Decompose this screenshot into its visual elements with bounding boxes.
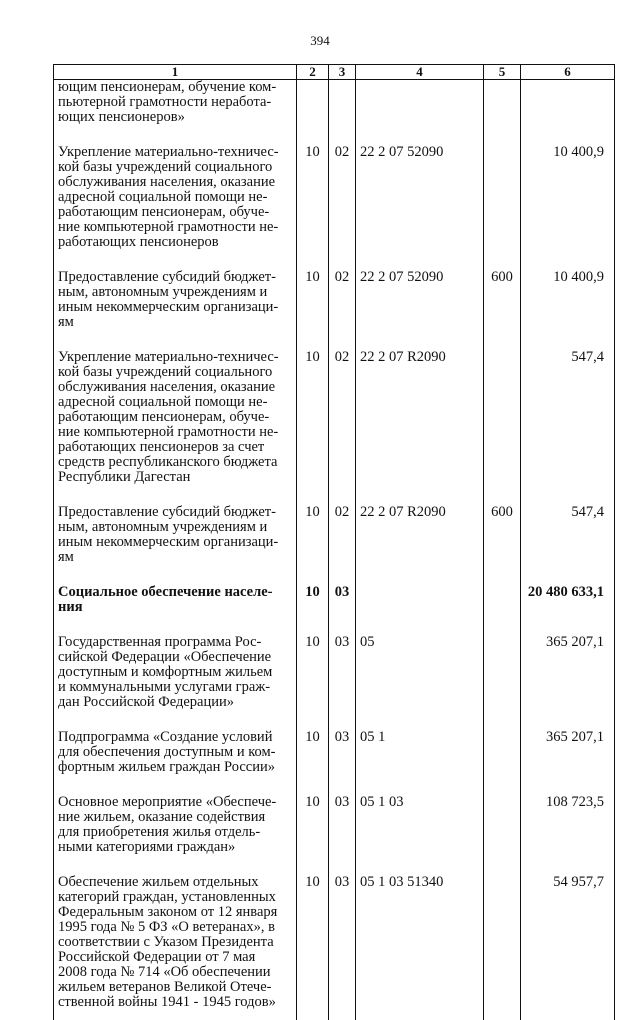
row-section-code: 10 [297,585,329,635]
row-target-code: 22 2 07 R2090 [356,350,484,505]
column-header-6: 6 [521,65,615,80]
row-name: Государственная программа Рос- сийской Федерации «Обеспечение доступным и комфортным жильем и коммунальными услугами граж- дан Российской Федерации» [54,635,297,730]
row-expense-type [484,350,521,505]
row-amount: 547,4 [521,505,615,585]
column-header-3: 3 [329,65,356,80]
row-target-code [356,585,484,635]
row-amount: 20 480 633,1 [521,585,615,635]
row-subsection-code [329,80,356,146]
row-expense-type [484,730,521,795]
column-header-5: 5 [484,65,521,80]
row-amount [521,80,615,146]
row-section-code: 10 [297,795,329,875]
row-expense-type [484,585,521,635]
row-expense-type [484,635,521,730]
row-name: Укрепление материально-техничес- кой базы учреждений социального обслуживания населения, оказание адресной социальной помощи не- работающим пенсионерам, обуче- ние компьютерной грамотности не- работающих пенсионеров за счет средств республиканского бюджета Республики Дагестан [54,350,297,505]
row-name: Предоставление субсидий бюджет- ным, автономным учреждениям и иным некоммерческим организаци- ям [54,505,297,585]
row-name: Укрепление материально-техничес- кой базы учреждений социального обслуживания населения, оказание адресной социальной помощи не- работающим пенсионерам, обуче- ние компьютерной грамотности не- работающих пенсионеров [54,145,297,270]
row-section-code [297,80,329,146]
row-amount: 10 400,9 [521,270,615,350]
row-expense-type: 600 [484,505,521,585]
budget-table [53,64,615,1020]
row-target-code: 22 2 07 52090 [356,145,484,270]
row-amount: 547,4 [521,350,615,505]
row-target-code: 05 [356,635,484,730]
row-expense-type: 600 [484,270,521,350]
row-section-code: 10 [297,635,329,730]
column-header-2: 2 [297,65,329,80]
row-subsection-code: 03 [329,875,356,1020]
page-number: 394 [310,33,330,48]
table-row [54,875,615,1020]
row-section-code: 10 [297,730,329,795]
row-target-code: 05 1 [356,730,484,795]
row-section-code: 10 [297,350,329,505]
row-subsection-code: 03 [329,585,356,635]
row-subsection-code: 02 [329,270,356,350]
row-subsection-code: 02 [329,505,356,585]
row-amount: 365 207,1 [521,730,615,795]
column-header-1: 1 [54,65,297,80]
row-expense-type [484,80,521,146]
column-header-4: 4 [356,65,484,80]
row-amount: 10 400,9 [521,145,615,270]
row-name: Социальное обеспечение населе- ния [54,585,297,635]
row-subsection-code: 03 [329,635,356,730]
row-section-code: 10 [297,145,329,270]
table-row [54,80,615,146]
row-target-code: 22 2 07 R2090 [356,505,484,585]
row-target-code [356,80,484,146]
row-amount: 108 723,5 [521,795,615,875]
table-row [54,270,615,350]
row-expense-type [484,145,521,270]
row-section-code: 10 [297,875,329,1020]
row-target-code: 05 1 03 [356,795,484,875]
row-subsection-code: 02 [329,145,356,270]
row-section-code: 10 [297,270,329,350]
row-amount: 54 957,7 [521,875,615,1020]
row-name: Подпрограмма «Создание условий для обеспечения доступным и ком- фортным жильем граждан России» [54,730,297,795]
row-name: Основное мероприятие «Обеспече- ние жильем, оказание содействия для приобретения жилья отдель- ными категориями граждан» [54,795,297,875]
table-row [54,145,615,270]
row-subsection-code: 03 [329,730,356,795]
row-section-code: 10 [297,505,329,585]
table-row [54,505,615,585]
table-header-row [54,65,615,80]
table-row [54,795,615,875]
table-row [54,730,615,795]
table-row [54,350,615,505]
row-expense-type [484,795,521,875]
row-target-code: 22 2 07 52090 [356,270,484,350]
row-name: ющим пенсионерам, обучение ком- пьютерной грамотности неработа- ющих пенсионеров» [54,80,297,146]
row-name: Предоставление субсидий бюджет- ным, автономным учреждениям и иным некоммерческим организаци- ям [54,270,297,350]
row-subsection-code: 03 [329,795,356,875]
row-name: Обеспечение жильем отдельных категорий граждан, установленных Федеральным законом от 12 января 1995 года № 5 ФЗ «О ветеранах», в соответствии с Указом Президента Российской Федерации от 7 мая 2008 года № 714 «Об обеспечении жильем ветеранов Великой Отече- ственной войны 1941 - 1945 годов» [54,875,297,1020]
table-row [54,585,615,635]
row-target-code: 05 1 03 51340 [356,875,484,1020]
table-row [54,635,615,730]
row-amount: 365 207,1 [521,635,615,730]
row-expense-type [484,875,521,1020]
row-subsection-code: 02 [329,350,356,505]
